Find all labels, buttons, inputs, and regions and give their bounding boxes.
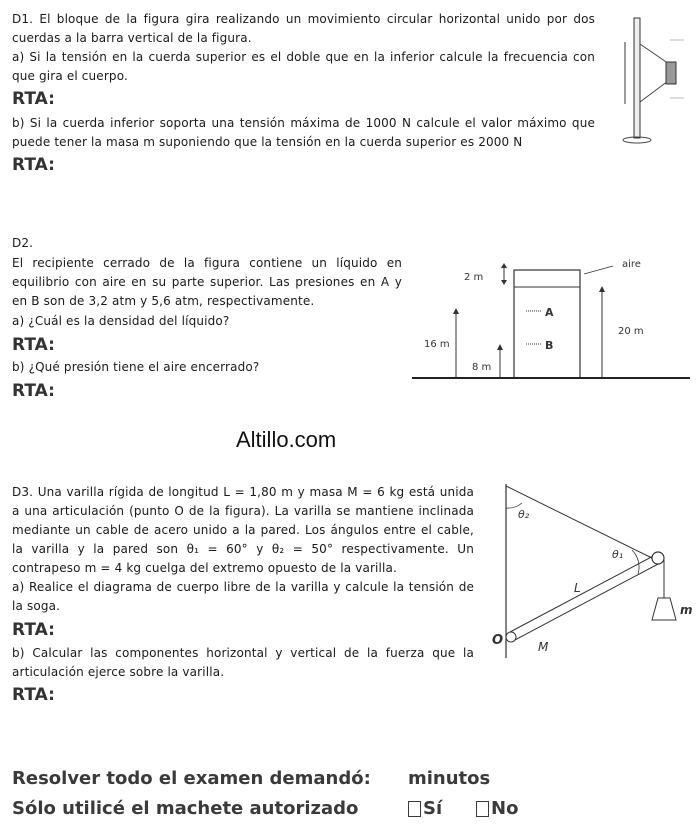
d2-aire-pointer — [584, 266, 613, 274]
d1-question-a: a) Si la tensión en la cuerda superior es el doble que en la inferior calcule la frecuencia con que gira el cuerpo. — [12, 50, 595, 83]
d3-label-o: O — [492, 633, 504, 648]
d2-label-2m: 2 m — [464, 272, 484, 283]
d2-heading: D2. — [12, 236, 34, 250]
d2-rta-a: RTA: — [12, 335, 55, 355]
footer-machete-label: Sólo utilicé el machete autorizado — [12, 798, 359, 819]
d1-statement: D1. El bloque de la figura gira realizando un movimiento circular horizontal unido por dos cuerdas a la barra vertical de la figura. — [12, 12, 595, 45]
d3-rod-edge-top — [510, 554, 657, 632]
d1-rta-a: RTA: — [12, 89, 55, 109]
d1-rta-b: RTA: — [12, 155, 55, 175]
d3-label-small-m: m — [680, 603, 693, 617]
footer-minutes-label: minutos — [408, 768, 491, 789]
d3-label-theta1: θ₁ — [612, 548, 624, 561]
d2-question-b: b) ¿Qué presión tiene el aire encerrado? — [12, 360, 260, 374]
d1-figure-rotating-block — [610, 14, 690, 154]
d1-block — [666, 62, 676, 84]
d2-label-b: B — [545, 339, 554, 352]
d2-label-16m: 16 m — [424, 339, 450, 350]
d3-rta-b: RTA: — [12, 685, 55, 705]
option-no-label: No — [491, 798, 519, 819]
d1-question-b: b) Si la cuerda inferior soporta una tensión máxima de 1000 N calcule el valor máximo que puede tener la masa m suponiendo que la tensión en la cuerda superior es 2000 N — [12, 116, 595, 149]
d3-rta-a: RTA: — [12, 620, 55, 640]
d3-statement: D3. Una varilla rígida de longitud L = 1,80 m y masa M = 6 kg está unida a una articulación (punto O de la figura). La varilla se mantiene inclinada mediante un cable de acero unido a la pared. Los ángulos entre el cable, la varilla y la pared son θ₁ = 60° y θ₂ = 50° respectivamente. Un contrapeso m = 4 kg cuelga del extremo opuesto de la varilla. — [12, 485, 474, 575]
d3-pulley — [652, 552, 664, 564]
d2-question-a: a) ¿Cuál es la densidad del líquido? — [12, 314, 230, 328]
watermark-altillo: Altillo.com — [236, 427, 337, 452]
d3-pivot-o — [506, 632, 516, 642]
d2-label-8m: 8 m — [472, 362, 492, 373]
checkbox-si[interactable] — [408, 801, 421, 817]
footer-option-no[interactable] — [476, 798, 518, 819]
d3-steel-cable — [506, 486, 656, 560]
d3-question-a: a) Realice el diagrama de cuerpo libre de la varilla y calcule la tensión de la soga. — [12, 580, 474, 613]
d2-label-20m: 20 m — [618, 326, 644, 337]
footer-time-label: Resolver todo el examen demandó: — [12, 768, 371, 789]
checkbox-no[interactable] — [476, 801, 489, 817]
d3-rod-edge-bottom — [513, 563, 660, 641]
d1-vertical-bar — [634, 18, 640, 138]
d2-label-aire: aire — [622, 259, 641, 270]
d2-label-a: A — [545, 306, 554, 319]
d3-question-b: b) Calcular las componentes horizontal y vertical de la fuerza que la articulación ejerce sobre la varilla. — [12, 646, 474, 679]
d3-theta1-arc — [632, 550, 639, 574]
d3-label-l: L — [574, 581, 581, 595]
d3-label-big-m: M — [538, 640, 549, 654]
footer-option-si[interactable] — [408, 798, 442, 819]
d3-figure-inclined-rod — [484, 478, 694, 668]
d2-figure-closed-container — [408, 252, 693, 387]
option-si-label: Sí — [423, 798, 443, 819]
d3-counterweight — [652, 598, 676, 620]
d2-rta-b: RTA: — [12, 381, 55, 401]
d2-container — [514, 270, 580, 378]
d3-label-theta2: θ₂ — [518, 508, 530, 521]
d2-statement: El recipiente cerrado de la figura contiene un líquido en equilibrio con aire en su parte superior. Las presiones en A y en B son de 3,2 atm y 5,6 atm, respectivamente. — [12, 256, 402, 308]
